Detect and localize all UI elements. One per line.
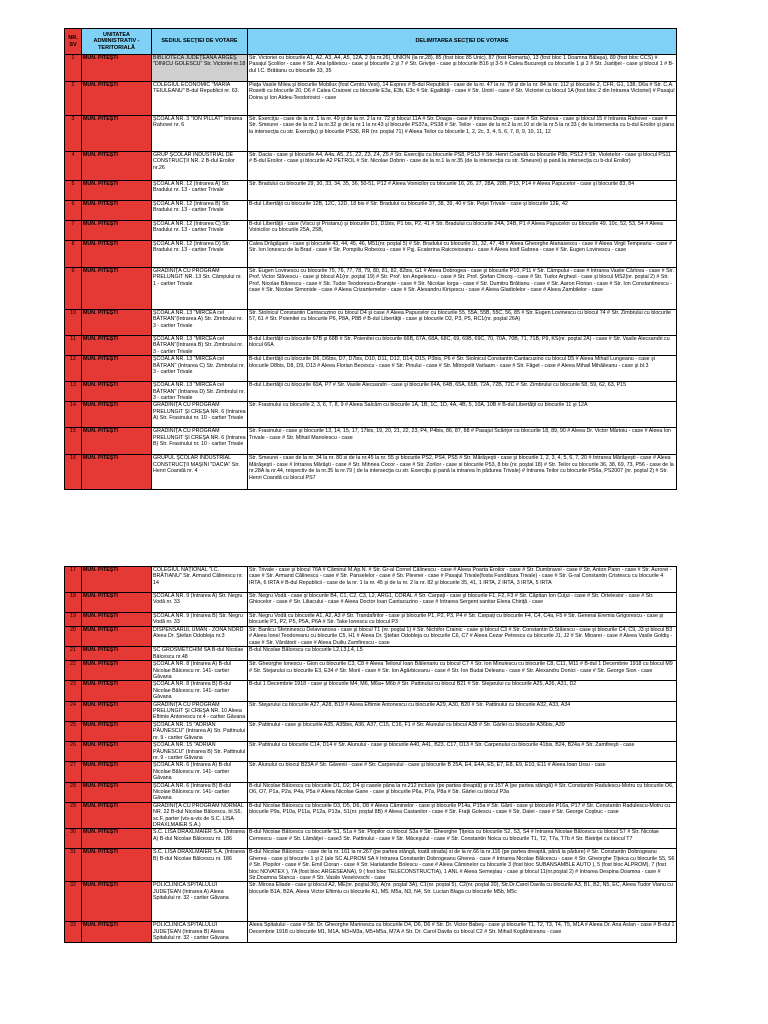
cell-nr: 3 xyxy=(65,116,82,152)
cell-delimitare: B-dul Libertăţii cu blocurile D6, D6bis, D7, D7bis, D10, D11, D12, D14, D15, P3bis, P6 # Str. Stolnicul Constantin Cantacuzino cu blocul D5 # Aleea Mihail Lungeanu - case şi blocurile D8bis, D8, D9, D13 # Aleea Florian Becescu - case # Str. Pinului - case # Str. Mitropolit Varlaam - case # Str. Făget - case # Aleea Mihail Mihăileanu - case şi bl.3 xyxy=(248,356,677,382)
cell-delimitare: Str. Bradului cu blocurile 29, 30, 33, 34, 35, 36, 50-51, P12 # Aleea Voinicilor cu blocurile 16, 26, 27, 28A, 28B, P13, P14 # Aleea Papucelor - case şi blocurile 83, 84 xyxy=(248,181,677,201)
cell-sediu: GRĂDINIŢA CU PROGRAM NORMAL NR. 22 B-dul Nicolae Bălcescu, bl.S5, sc.F, parter (vis-a-vis de S.C. LISA DRAXLMAIER S.A.) xyxy=(152,802,248,829)
cell-nr: 8 xyxy=(65,241,82,268)
header-nr: NR. SV xyxy=(65,29,82,55)
table-row xyxy=(65,181,677,201)
cell-nr: 26 xyxy=(65,742,82,762)
cell-delimitare: Str. Pattinului - case şi blocurile A35, A35bis, A36, A37, C15, C16, F1 # Str. Alunului cu blocul A38 # Str. Gârlei cu blocurile A36bis, A39 xyxy=(248,721,677,741)
cell-delimitare: Calea Drăgăşani - case şi blocurile 43, 44, 45, 46, M51(nr. poştal 5) # Str. Bradului cu blocurile 31, 32, 47, 48 # Aleea Gheorghe Atanasescu - case # Aleea Virgil Tempeanu - case # Str. Ion Ionescu de la Brad - case # Str. Pompiliu Robescu - case # Pşj. Ecaterina Raicoviceanu - case # Aleea Iosif Gabrea - case # Str. Eugen Lovinescu - case xyxy=(248,241,677,268)
cell-delimitare: B-dul Libertăţii cu blocurile 67B şi 68B # Str. Poienitei cu blocurile 66B, 67A, 68A, 68C, 69, 69B, 69C, 70, 70A, 70B, 71, 71B, P9, KS(nr. poştal 2A) - case # Str. Vasile Alecsandri cu blocul 66A xyxy=(248,336,677,356)
cell-delimitare: Str. Negru Vodă - case şi blocurile B4, C1, C2, C3, L2, ARG1, CORAL # Str. Carpaţi - case şi blocurile F1, F2, F3 # Str. Căpitan Ion Cuţui - case # Str. Ortelesior - case # Str. Ghiocelor - case # Str. Liliacului - case # Aleea Doctor Ioan Cantacuzino - case # Intrarea Sergent sanitar Elena Chiriţă - case xyxy=(248,593,677,613)
cell-sediu: ŞCOALA NR. 9 (Intrarea B) Str. Negru Vodă nr. 33 xyxy=(152,613,248,627)
cell-sediu: ŞCOALA NR. 15 "ADRIAN PĂUNESCU" (Intrarea A) Str. Pattinului nr. 9 - cartier Găvana xyxy=(152,721,248,741)
table-row xyxy=(65,152,677,181)
cell-uat: MUN. PITEŞTI xyxy=(82,922,152,942)
cell-nr: 25 xyxy=(65,721,82,741)
cell-nr: 17 xyxy=(65,567,82,593)
cell-delimitare: B-dul Nicolae Bălcescu cu blocurile L2,L3,L4, L5 xyxy=(248,647,677,661)
cell-uat: MUN. PITEŞTI xyxy=(82,116,152,152)
cell-nr: 13 xyxy=(65,382,82,402)
cell-uat: MUN. PITEŞTI xyxy=(82,455,152,490)
cell-nr: 16 xyxy=(65,455,82,490)
cell-sediu: GRUPUL ŞCOLAR INDUSTRIAL CONSTRUCŢII MAŞINI "DACIA" Str. Henri Coandă nr. 4 xyxy=(152,455,248,490)
table-row xyxy=(65,849,677,882)
table-row xyxy=(65,82,677,116)
cell-uat: MUN. PITEŞTI xyxy=(82,782,152,802)
cell-sediu: ŞCOALA NR. 15 "ADRIAN PĂUNESCU" (Intrarea B) Str. Pattinului nr. 9 - cartier Găvana xyxy=(152,742,248,762)
cell-uat: MUN. PITEŞTI xyxy=(82,721,152,741)
cell-sediu: DISPENSARUL UMAN - ZONA NORD Aleea Dr. Ştefan Odobleja nr.3 xyxy=(152,627,248,647)
cell-sediu: ŞCOALA NR. 8 (Intrarea B) B-dul Nicolae Bălcescu nr. 141- cartier Găvana xyxy=(152,681,248,701)
cell-sediu: S.C. LISA DRAXLMAIER S.A. (Intrarea B) B-dul Nicolae Bălcescu nr. 186 xyxy=(152,849,248,882)
cell-nr: 12 xyxy=(65,356,82,382)
header-unitatea: UNITATEA ADMINISTRATIV - TERITORIALĂ xyxy=(82,29,152,55)
cell-delimitare: B-dul Nicolae Bălcescu cu blocurile S1, S1a # Str. Plopilor cu blocul S3a # Str. Gheorghe Ţiţeica cu blocurile S2, S3, S4 # Intrarea Nicolae Bălcescu cu blocul S7 # Str. Nicolae Cernescu - case # Str. Lămâiţei - case3 Str. Pattinului - case # Str. Măceşului - case # Str. Constantin Noica cu blocurile T1, T2, T7a, T7b # Str. Bistriţei cu blocul T7 xyxy=(248,829,677,849)
cell-sediu: ŞCOALA NR. 9 (Intrarea A) Str. Negru Vodă nr. 33 xyxy=(152,593,248,613)
cell-nr: 10 xyxy=(65,310,82,336)
cell-nr: 6 xyxy=(65,201,82,221)
cell-delimitare: B-dul Nicolae Bălcescu cu blocurile D3, D5, D6, D8 # Aleea Căminelor - case şi blocurile P14a, P15a # Str. Gării - case şi blocurile P16a, P17 # Str. Constantin Radulescu-Motru cu blocurile P9a, P10a, P11a, P12a, P13a, S1(nr. poştal 8B) # Aleea Castanilor - case # Str. Fraţii Golescu - case # Str. Dalei - case # Str. George Coşbuc - case xyxy=(248,802,677,829)
cell-uat: MUN. PITEŞTI xyxy=(82,593,152,613)
cell-sediu: GRĂDINIŢA CU PROGRAM PRELUNGIT ŞI CREŞA NR. 10 Aleea Eftimie Antonescu nr.4 - cartier Găvana xyxy=(152,701,248,721)
cell-uat: MUN. PITEŞTI xyxy=(82,382,152,402)
cell-uat: MUN. PITEŞTI xyxy=(82,849,152,882)
table-row xyxy=(65,782,677,802)
cell-delimitare: Aleea Spitalului - case # Str. Dr. Gheorghe Marinescu cu blocurile D4, D6, D6 # Str. Dr. Victor Babeş - case şi blocurile T1, T2, T3, T4, T5, M1A # Aleea Dr. Ana Aslan - case # B-dul 1 Decembrie 1918 cu blocurile M1, M1A, M3+M3a, M5+M5a, M7A # Str. Dr. Carol Davila cu blocul C2 # Str. Mihail Kogălniceanu - case xyxy=(248,922,677,942)
cell-delimitare: Str. Eugen Lovinescu cu blocurile 75, 76, 77, 78, 79, 80, 81, 82, 82bis, G1 # Aleea Dobrogea - case şi blocurile P10, P11 # Str. Câmpului - case # Intrarea Vasile Cârlova - case # Str. Prof. Victor Slăvescu - case şi blocul A1(nr. poştal 19) # Str. Prof. Ion Angelescu - case # Str. Prof. Ştefan Chicoş - case # Str. Tudor Arghezi - case şi blocul MS2(nr. poştal 2) # Str. Prof. Nicolae Bănescu - case # Str. Tudor Teodorescu-Branişte - case # Str. Nicolae Iorga - case # Str. Dumitru Brătianu - case # Str. Aaron Florian - case # Str. Ion Constantinescu - case # Str. Nicolae Simonide - case # Aleea Crizantemelor - case # Str. Alexandru Kirişescu - case # Aleea Gladiolelor - case # Aleea Zambilelor - case xyxy=(248,268,677,310)
table-row xyxy=(65,455,677,490)
cell-nr: 9 xyxy=(65,268,82,310)
cell-sediu: SC GROSMETCHIM SA B-dul Nicolae Bălcescu nr.48 xyxy=(152,647,248,661)
cell-uat: MUN. PITEŞTI xyxy=(82,310,152,336)
cell-nr: 18 xyxy=(65,593,82,613)
cell-delimitare: Str. Smeurei - case de la nr. 34 la nr. 80 si de la nr.45 la nr. 55 şi blocurile PS2, PS4, PS5 # Str. Mărăşeşti - case şi blocurile 1, 2, 3, 4, 5, 6, 7, 20 # Intrarea Mărăşeşti - case # Aleea Mărăşeşti - case # Intrarea Mărăşti - case # Str. Mihnea Cocor - case # Str. Zorilor - case si blocurile P53, 8 bis (nr. poştal 18) # Str. Teilor cu blocurile 36, 38, 69, 73, P56 - case de la nr.28A la nr.44, respectiv de la nr.35 la nr.79 ( de la intersecţia cu str. Exerciţiu şi pană la intrarea în pădurea Trivale) # Intrarea Teilor cu blocurile PS6a, PS2007 (nr. poştal 2) # Str. Henri Coandă cu blocul PS7 xyxy=(248,455,677,490)
cell-sediu: ŞCOALA NR. 6 (Intrarea A) B-dul Nicolae Bălcescu nr. 141- cartier Găvana xyxy=(152,762,248,782)
cell-sediu: GRUP ŞCOLAR INDUSTRIAL DE CONSTRUCŢII NR. 2 B-dul Eroilor nr.26 xyxy=(152,152,248,181)
cell-uat: MUN. PITEŞTI xyxy=(82,356,152,382)
cell-uat: MUN. PITEŞTI xyxy=(82,742,152,762)
cell-sediu: GRĂDINIŢA CU PROGRAM PRELUNGIT ŞI CREŞA NR. 6 (Intrarea A) Str. Frasinului nr. 10 - cartier Trivale xyxy=(152,402,248,428)
cell-delimitare: B-dul Libertăţii cu blocurile 60A, P7 # Str. Vasile Alecsandri - case şi blocurile 64A, 64B, 65A, 65B, 72A, 72B, 72C # Str. Zimbrului cu blocurile 58, 59, 62, 63, P15 xyxy=(248,382,677,402)
cell-nr: 27 xyxy=(65,762,82,782)
cell-uat: MUN. PITEŞTI xyxy=(82,647,152,661)
cell-delimitare: Str. Alunului cu blocul B23A # Str. Găvenii - case # Str. Carpenului - case şi blocurile B 25A, E4, E4A, E5, E7, E8, E9, E10, E11 # Aleea Ioan Ursu - case xyxy=(248,762,677,782)
table-row xyxy=(65,681,677,701)
table-row xyxy=(65,593,677,613)
cell-nr: 32 xyxy=(65,882,82,922)
cell-sediu: ŞCOALA NR. 12 (Intrarea C) Str. Bradului nr. 13 - cartier Trivale xyxy=(152,221,248,241)
cell-sediu: COLEGIUL NAŢIONAL "I.C. BRĂTIANU" Str. Armand Călinescu nr. 14 xyxy=(152,567,248,593)
cell-uat: MUN. PITEŞTI xyxy=(82,82,152,116)
cell-uat: MUN. PITEŞTI xyxy=(82,802,152,829)
cell-delimitare: B-dul Libertăţii - case (Viscu şi Pristanu) şi blocurile D1, D1bis, P1 bis, P2, 41 # Str. Bradului cu blocurile 24A, 24B, P1 # Aleea Papucelor cu blocurile 49, 10c, 52, 53, 54 # Aleea Voinicilor cu blocurile 25A, 25B, xyxy=(248,221,677,241)
cell-delimitare: Str. Banlicu Sfetninescu Delavrancea - case şi blocul T1 (nr. poştal 1) # Str. Nichifor Crainic - case şi blocul C3 # Str. Constantin D.Stăiescu - case şi blocurile C4, C9, J3 şi blocul B3 # Aleea Ionel Teodoreanu cu blocurile C5, H1 # Aleea Dr. Ştefan Odobleja cu blocurile C6, C7 # Aleea Cezar Petrescu cu blocurile J1, J2 # Str. Mioarei - case # Aleea Vasile Goldiş - case # Str. Vânătorii - case # Aleea Duiliu Zamfirescu - case xyxy=(248,627,677,647)
table-row xyxy=(65,116,677,152)
table-row xyxy=(65,221,677,241)
cell-nr: 22 xyxy=(65,661,82,681)
cell-nr: 24 xyxy=(65,701,82,721)
table-row xyxy=(65,567,677,593)
table-row xyxy=(65,55,677,82)
table-row xyxy=(65,829,677,849)
cell-uat: MUN. PITEŞTI xyxy=(82,882,152,922)
cell-delimitare: Str. Frasinului cu blocurile 2, 3, 6, 7, 8, 9 # Aleea Salcâm cu blocurile 1A, 1B, 1C, 1D, 4A, 4B, 5, 10A, 10B # B-dul Libertăţii cu blocurile 11 şi 12A xyxy=(248,402,677,428)
cell-delimitare: Str. Frasinului - case şi blocurile 13, 14, 15, 17, 17bis, 19, 20, 21, 22, 23, P4, P4bis, 86, 87, 88 # Pasajul Scăriţor cu blocurile 18, 89, 90 # Aleea Dr. Victor Mârtoiu - case # Aleea Ion Trivale - case # Str. Mihail Manolescu - case xyxy=(248,428,677,455)
cell-sediu: ŞCOALA NR. 12 (Intrarea D) Str. Bradului nr. 13 - cartier Trivale xyxy=(152,241,248,268)
header-sediul: SEDIUL SECŢIEI DE VOTARE xyxy=(152,29,248,55)
cell-uat: MUN. PITEŞTI xyxy=(82,55,152,82)
cell-sediu: ŞCOALA NR. 12 (Intrarea B) Str. Bradului nr. 13 - cartier Trivale xyxy=(152,201,248,221)
table-row xyxy=(65,241,677,268)
cell-nr: 21 xyxy=(65,647,82,661)
cell-sediu: S.C. LISA DRAXLMAIER S.A. (Intrarea A) B-dul Nicolae Bălcescu nr. 186 xyxy=(152,829,248,849)
table-row xyxy=(65,922,677,942)
polling-stations-table-bottom xyxy=(64,566,677,943)
cell-uat: MUN. PITEŞTI xyxy=(82,221,152,241)
cell-nr: 7 xyxy=(65,221,82,241)
cell-nr: 14 xyxy=(65,402,82,428)
cell-sediu: POLICLINICA SPITALULUI JUDEŢEAN (Intrarea B) Aleea Spitalului nr. 32 - cartier Găvana xyxy=(152,922,248,942)
cell-uat: MUN. PITEŞTI xyxy=(82,201,152,221)
cell-nr: 5 xyxy=(65,181,82,201)
table-row xyxy=(65,882,677,922)
cell-uat: MUN. PITEŞTI xyxy=(82,268,152,310)
cell-uat: MUN. PITEŞTI xyxy=(82,829,152,849)
cell-delimitare: Str. Gheorghe Ionescu - Gion cu blocurile C3, C8 # Aleea Teilorul Ioan Băilenariu cu blocul C7 # Str. Ion Minulescu cu blocurile C8, C11, M11 # B-dul 1 Decembrie 1918 cu blocul M9 # Str. Stejarului cu blocurile E3, E34 # Str. Morii - case # Str. Ion Agârbiceanu - case # Str. Ion Budai Deleanu - case # Str. Alexandru Donici - case # Str. George Sion - case xyxy=(248,661,677,681)
cell-delimitare: Str. Trivale - case şi blocul 76A # Căminul M.Ap.N. # Str. Gr-al Cornel Călinescu - case # Aleea Poarta Eroilor - case # Str. Dumbravei - case # Str. Anton Pann - case # Str. Aurorei - case # Str. Armand Călinescu - case # Str. Panselelor - case # Str. Plevnei - case # Pasajul Trivale(fosta Fundătura Trivale) - case # Str. G-ral Constantin Cristescu cu blocurile 4 IRTA, 6 IRTA # B-dul Republicii - case de la nr. 1 la nr. 45 şi de la nr. 2 la nr. 82 şi blocurile 35, 41, 1 IRTA, 2 IRTA, 3 IRTA, 5 IRTA xyxy=(248,567,677,593)
cell-uat: MUN. PITEŞTI xyxy=(82,402,152,428)
cell-uat: MUN. PITEŞTI xyxy=(82,336,152,356)
table-row xyxy=(65,742,677,762)
cell-sediu: ŞCOALA NR. 8 (Intrarea A) B-dul Nicolae Bălcescu nr. 141- cartier Găvana xyxy=(152,661,248,681)
cell-sediu: ŞCOALA NR. 13 "MIRCEA cel BĂTRAN" (Intrarea D) Str. Zimbrului nr. 3 - cartier Trivale xyxy=(152,382,248,402)
cell-sediu: ŞCOALA NR. 3 "ION PILLAT" Intrarea Rahovei nr. 6 xyxy=(152,116,248,152)
cell-delimitare: Str. Victoriei cu blocurile A1, A2, A3, A4, A5, 12A, 2 (la nr.26), UNION (la nr.28), 85 (fost bloc 85 Unic), 87 (fost Romarta), 13 (fost bloc 1 Doamna Bălaşa), 89 (fost bloc CCS) # Pasajul Şcolilor - case # Str. Ana Ipătescu - case şi blocurile 2 şi 7 # Str. Griviţei - case şi blocurile B16 şi 3-5 # Calea Bucureşti cu blocurile 1 şi 2 # Str. Justiţiei - case şi blocul 1 # B-dul I.C. Brătianu cu blocurile 33, 35 xyxy=(248,55,677,82)
cell-nr: 30 xyxy=(65,829,82,849)
cell-nr: 19 xyxy=(65,613,82,627)
cell-sediu: ŞCOALA NR. 13 "MIRCEA cel BĂTRAN" (Intrarea C) Str. Zimbrului nr. 3 - cartier Trivale xyxy=(152,356,248,382)
cell-nr: 28 xyxy=(65,782,82,802)
cell-delimitare: Piaţa Vasile Milea şi blocurile Mobilux (fost Centru Vest), 14 Expres # B-dul Republicii - case de la nr. 47 la nr. 79 şi de la nr. 84 la nr. 112 şi blocurile 2, CFR, G1, 138, D6a # Str. C.A. Rosetti cu blocurile 20, D6 # Calea Craiovei cu blocurile E3a, E3b, E3c # Str. Egalităţii - case # Str. Unirii - case # Str. Victoriei cu blocul 1A (fost bloc 2 din Intrarea Victoriei) # Pasajul Doina şi Ion Aldea-Teodorovici - case xyxy=(248,82,677,116)
table-row xyxy=(65,802,677,829)
table-row xyxy=(65,428,677,455)
cell-delimitare: Str. Mircea Eliade - case şi blocul A2, ME(nr. poştal 36), A(nr. poştal 3A), C1(nr. poştal 5), C2(nr. poştal 20), Str.Dr.Carol Davila cu blocurile A3, B1, B2, N5, EC, Aleea Tudor Vianu cu blocurile B1A, B2A, Aleea Victor Eftimiu cu blocurile A1, M5, M5a, N3, N4, Str. Lucian Blaga cu blocurile M5b, M5c xyxy=(248,882,677,922)
cell-sediu: ŞCOALA NR. 13 "MIRCEA cel BĂTRAN"(Intrarea A) Str. Zimbrului nr. 3 - cartier Trivale xyxy=(152,310,248,336)
cell-uat: MUN. PITEŞTI xyxy=(82,152,152,181)
table-row xyxy=(65,647,677,661)
header-delimitarea: DELIMITAREA SECŢIEI DE VOTARE xyxy=(248,29,677,55)
table-row xyxy=(65,356,677,382)
cell-nr: 2 xyxy=(65,82,82,116)
cell-delimitare: Str. Negru Vodă cu blocurile A1, A2, A3 # Str. Trandafirilor - case şi blocurile P1, P2, P3, P4 # Str. Carpaţi cu blocurile F4, C4, C4a, F5 # Str. General Eremia Grigorescu - case şi blocurile P1, P2, P5, P5A, P6A # Str. Take Ionescu cu blocul P3 xyxy=(248,613,677,627)
cell-uat: MUN. PITEŞTI xyxy=(82,762,152,782)
cell-sediu: ŞCOALA NR. 12 (Intrarea A) Str. Bradului nr. 13 - cartier Trivale xyxy=(152,181,248,201)
cell-delimitare: Str. Stolnicul Constantin Cantacuzino cu blocul D4 şi case # Aleea Papucelor cu blocurile 55, 55A, 55B, 55C, 56, 85 # Str. Eugen Lovinescu cu blocul 74 # Str. Zimbrului cu blocurile 57, 61 # Str. Poienitei cu blocurile P6, P8A, P8B # B-dul Libertăţii - case şi blocurile D2, P3, P5, RC1(nr. poştal 26A) xyxy=(248,310,677,336)
cell-delimitare: Str. Stejarului cu blocurile A27, A28, B19 # Aleea Eftimie Antonescu cu blocurile A29, A30, B20 # Str. Pattinului cu blocurile A32, A33, A34 xyxy=(248,701,677,721)
cell-nr: 31 xyxy=(65,849,82,882)
cell-sediu: BIBLIOTECA JUDEŢEANĂ ARGEŞ "DINICU GOLESCU" Str. Victoriei nr.18 xyxy=(152,55,248,82)
table-row xyxy=(65,613,677,627)
cell-uat: MUN. PITEŞTI xyxy=(82,681,152,701)
table-row xyxy=(65,762,677,782)
table-row xyxy=(65,661,677,681)
cell-nr: 4 xyxy=(65,152,82,181)
cell-uat: MUN. PITEŞTI xyxy=(82,181,152,201)
cell-sediu: GRĂDINIŢA CU PROGRAM PRELUNGIT ŞI CREŞA NR. 6 (Intrarea B) Str. Frasinului nr. 10 - cartier Trivale xyxy=(152,428,248,455)
cell-nr: 23 xyxy=(65,681,82,701)
table-row xyxy=(65,336,677,356)
cell-uat: MUN. PITEŞTI xyxy=(82,567,152,593)
cell-delimitare: Str. Pattinului cu blocurile C14, D14 # Str. Alunului - case şi blocurile A40, A41, B23, C17, D13 # Str. Carpenului cu blocurile 41bis, B24, B24a # Str. Zamfireşti - case xyxy=(248,742,677,762)
cell-sediu: COLEGIUL ECONOMIC "MARIA TEIULEANU" B-dul Republicii nr. 63. xyxy=(152,82,248,116)
cell-nr: 20 xyxy=(65,627,82,647)
cell-nr: 29 xyxy=(65,802,82,829)
cell-nr: 1 xyxy=(65,55,82,82)
cell-uat: MUN. PITEŞTI xyxy=(82,241,152,268)
cell-uat: MUN. PITEŞTI xyxy=(82,428,152,455)
table-row xyxy=(65,402,677,428)
cell-uat: MUN. PITEŞTI xyxy=(82,627,152,647)
cell-nr: 11 xyxy=(65,336,82,356)
table-row xyxy=(65,268,677,310)
cell-uat: MUN. PITEŞTI xyxy=(82,613,152,627)
cell-sediu: GRĂDINIŢA CU PROGRAM PRELUNGIT NR. 13 Str. Câmpului nr. 1 - cartier Trivale xyxy=(152,268,248,310)
cell-delimitare: Str. Dacia - case şi blocurile A4, A4a, A5, Z1, Z2, Z3, Z4, Z5 # Str. Exerciţiu cu blocurile PS8, PS13 # Str. Henri Coandă cu blocurile P8b, PS12 # Str. Violetelor - case şi blocul PS11 # B-dul Eroilor - case şi blocurile A2 PETROL # Str. Nicolae Dobrin - case de la nr.1 la nr.35 (de la intersecţia cu str. Smeurei) şi pană la intersecţia cu b-dul Eroilor) xyxy=(248,152,677,181)
cell-delimitare: B-dul Nicolae Bălcescu - case de la nr. 161 la nr.267 (pe partea stângă, toată strada) si de la nr.66 la nr.116 (pe partea dreaptă, până la pădure) # Str. Constantin Dobrogeanu Gherea - case şi blocurile 1 şi 2 (ale SC ALPROM SA # Intrarea Constantin Dobrogeanu Gherea - case # Intrarea Nicolae Bălcescu - case # Str. Gheorghe Ţiţeica cu blocurile S5, S6 # Str. Plopilor - case # Str. Emil Cioran - case # Str. Hariatandie Bolescu - case # Aleea Căminelor cu blocurile 3 (fost bloc SUBANSAMBLE AUTO ), 5 (fost bloc ALPROM), 7 (fost bloc NOVATEX ), 7A (fost bloc ARGESEANA), 9 ( fost bloc TELECONSTRUCTIA), 1 ANL # Aleea Semeşlau - case şi blocul 11(nr.poştal 2) # Intrarea Despina Doamna - case # Str.Doamna Stanca - case # Str. Vasile Veselovschi - case xyxy=(248,849,677,882)
table-row xyxy=(65,201,677,221)
table-header-row xyxy=(65,29,677,55)
table-row xyxy=(65,701,677,721)
cell-sediu: POLICLINICA SPITALULUI JUDEŢEAN (Intrarea A) Aleea Spitalului nr. 32 - cartier Găvana xyxy=(152,882,248,922)
cell-nr: 15 xyxy=(65,428,82,455)
cell-delimitare: B-dul Libertăţii cu blocurile 12B, 12C, 12D, 18 bis # Str. Bradului cu blocurile 37, 38, 39, 40 # Str. Peţei Trivale - case şi blocurile 12E, 42 xyxy=(248,201,677,221)
cell-sediu: ŞCOALA NR. 6 (Intrarea B) B-dul Nicolae Bălcescu nr. 141- cartier Găvana xyxy=(152,782,248,802)
cell-nr: 33 xyxy=(65,922,82,942)
cell-delimitare: B-dul Nicolae Bălcescu cu blocurile D1, D2, D4 şi casele pâna la nr.212 inclusiv (pe partea dreaptă) şi nr.157 A (pe partea stângă) # Str. Constantin Radulescu-Motru cu blocurile O6, O6, O7, P1a, P2a, P4a, P5a # Aleea Nicolae Gane - case şi blocurile P6a, P7a, P8a # Str. Gârlei cu blocul P3a xyxy=(248,782,677,802)
table-row xyxy=(65,310,677,336)
cell-delimitare: Str. Exerciţiu - case de la nr. 1 la nr. 49 şi de la nr. 2 la nr. 72 şi blocul 11A # Str. Doaga - case # Intrarea Doaga - case # Str. Rahova - case şi blocul 15 # Intrarea Rahovei - case # Str. Smeurei - case de la nr.2 la nr.32 şi de la nr.1 la nr.43 şi blocurile PS37a, PS38 # Str. Teilor - case de la nr.2 la nr.10 si de la nr.5 la nr.33 ( de la intersectia cu b-dul Eroilor şi pana la intersecţia cu str. Exerciţiu) şi blocurile PS36, RR (nr. poştal 71) # Aleea Teilor cu blocurile 1, 2, 2c, 3, 4, 5, 6, 7, 8, 9, 10, 11, 12 xyxy=(248,116,677,152)
table-row xyxy=(65,382,677,402)
cell-sediu: ŞCOALA NR. 13 "MIRCEA cel BĂTRAN"(Intrarea B) Str. Zimbrului nr. 3 - cartier Trivale xyxy=(152,336,248,356)
cell-delimitare: B-dul 1 Decembrie 1918 - case şi blocurile M4, M6, M6a+ M6b # Str. Pattinului cu blocul B21 # Str. Stejarului cu blocurile A25, A26, A31, D2 xyxy=(248,681,677,701)
polling-stations-table-top xyxy=(64,28,677,490)
cell-uat: MUN. PITEŞTI xyxy=(82,701,152,721)
table-row xyxy=(65,627,677,647)
cell-uat: MUN. PITEŞTI xyxy=(82,661,152,681)
table-row xyxy=(65,721,677,741)
